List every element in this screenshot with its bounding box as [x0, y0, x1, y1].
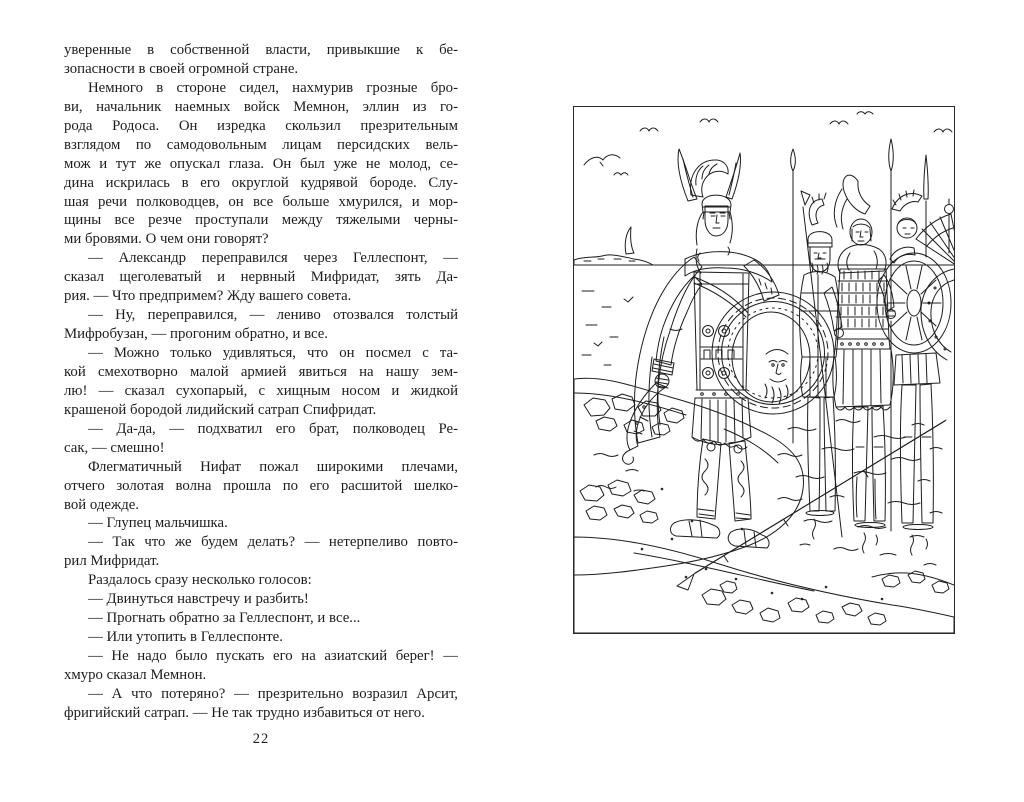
text-line: Флегматичный Нифат пожал широкими плечами, — [88, 458, 458, 475]
cloak — [635, 257, 702, 443]
helmet-feather-left — [678, 149, 697, 201]
text-line: — А что потеряно? — презрительно возразил Арсит, — [88, 685, 458, 702]
helmet — [702, 195, 731, 212]
illustration-warriors-seashore — [574, 107, 954, 633]
text-line: щины все резче проступали между тяжелыми черны- — [64, 212, 458, 229]
page-number: 22 — [252, 731, 270, 747]
text-line: — Не надо было пускать его на азиатский берег! — — [88, 648, 458, 664]
sandal-left — [670, 520, 719, 538]
hair — [696, 212, 732, 273]
text-line: мож и тут же опускал глаза. Он был уже не молод, се- — [64, 155, 458, 172]
shore — [574, 378, 954, 633]
text-line: хмуро сказал Мемнон. — [64, 666, 207, 683]
text-line: — Прогнать обратно за Геллеспонт, и все... — [88, 610, 361, 627]
text-line: — Так что же будем делать? — нетерпеливо повто- — [88, 534, 458, 551]
text-line: рия. — Что предпримем? Жду вашего совета. — [64, 288, 352, 305]
sea-horizon — [574, 227, 954, 365]
text-line: рил Мифридат. — [64, 553, 160, 570]
chariot-fan — [916, 199, 954, 360]
distant-sail — [625, 227, 634, 254]
text-line: рода Родоса. Он изредка скользил презрительным — [64, 117, 458, 134]
gulls-icon — [584, 112, 952, 175]
text-line: дина искрилась в его округлой кудрявой бороде. Слу- — [64, 174, 458, 191]
text-line: сказал щеголеватый и нервный Мифридат, зять Да- — [64, 269, 458, 286]
text-line: Немного в стороне сидел, нахмурив грозные бро- — [88, 79, 458, 96]
text-line: кой смехотворно малой армией явиться на нашу зем- — [64, 363, 458, 380]
text-line: Мифробузан, — прогоним обратно, и все. — [64, 326, 328, 343]
sand-speckles — [641, 488, 883, 600]
text-line: зопасности в своей огромной стране. — [64, 60, 299, 77]
main-warrior — [623, 149, 834, 548]
text-line: фригийский сатрап. — Не так трудно избавиться от него. — [64, 704, 425, 721]
text-line: ви, начальник наемных войск Мемнон, эллин из го- — [64, 98, 458, 115]
text-line: — Можно только удивляться, что он посмел с та- — [88, 345, 458, 361]
text-line: — Двинуться навстречу и разбить! — [88, 591, 309, 608]
text-line: ми бровями. О чем они говорят? — [64, 231, 269, 248]
text-line: — Да-да, — подхватил его брат, полководец Ре- — [88, 420, 458, 437]
text-column — [64, 41, 458, 723]
text-line: взглядом по самодовольным лицам персидских вель- — [64, 136, 458, 153]
illustration-frame — [573, 106, 955, 634]
text-line: шая речи полководцев, он все больше хмурился, и мор- — [64, 193, 458, 210]
text-line: крашеной бородой лидийский сатрап Спифридат. — [64, 401, 377, 418]
text-line: уверенные в собственной власти, привыкшие к бе- — [64, 42, 458, 58]
water-ripples — [594, 420, 942, 566]
text-line: вой одежде. — [64, 496, 139, 513]
text-line: лю! — сказал сухопарый, с хищным носом и жидкой — [64, 382, 458, 399]
text-line: Раздалось сразу несколько голосов: — [88, 572, 312, 589]
text-line: отчего золотая волна прошла по его расшитой шелко- — [64, 477, 458, 494]
ground-spear — [677, 420, 946, 590]
island — [574, 255, 653, 265]
text-line: — Ну, переправился, — лениво отозвался толстый — [88, 307, 458, 324]
text-line: — Или утопить в Геллеспонте. — [88, 629, 283, 646]
text-line: — Глупец мальчишка. — [88, 515, 228, 532]
text-line: — Александр переправился через Геллеспонт, — — [88, 250, 458, 267]
text-line: сак, — смешно! — [64, 439, 165, 456]
